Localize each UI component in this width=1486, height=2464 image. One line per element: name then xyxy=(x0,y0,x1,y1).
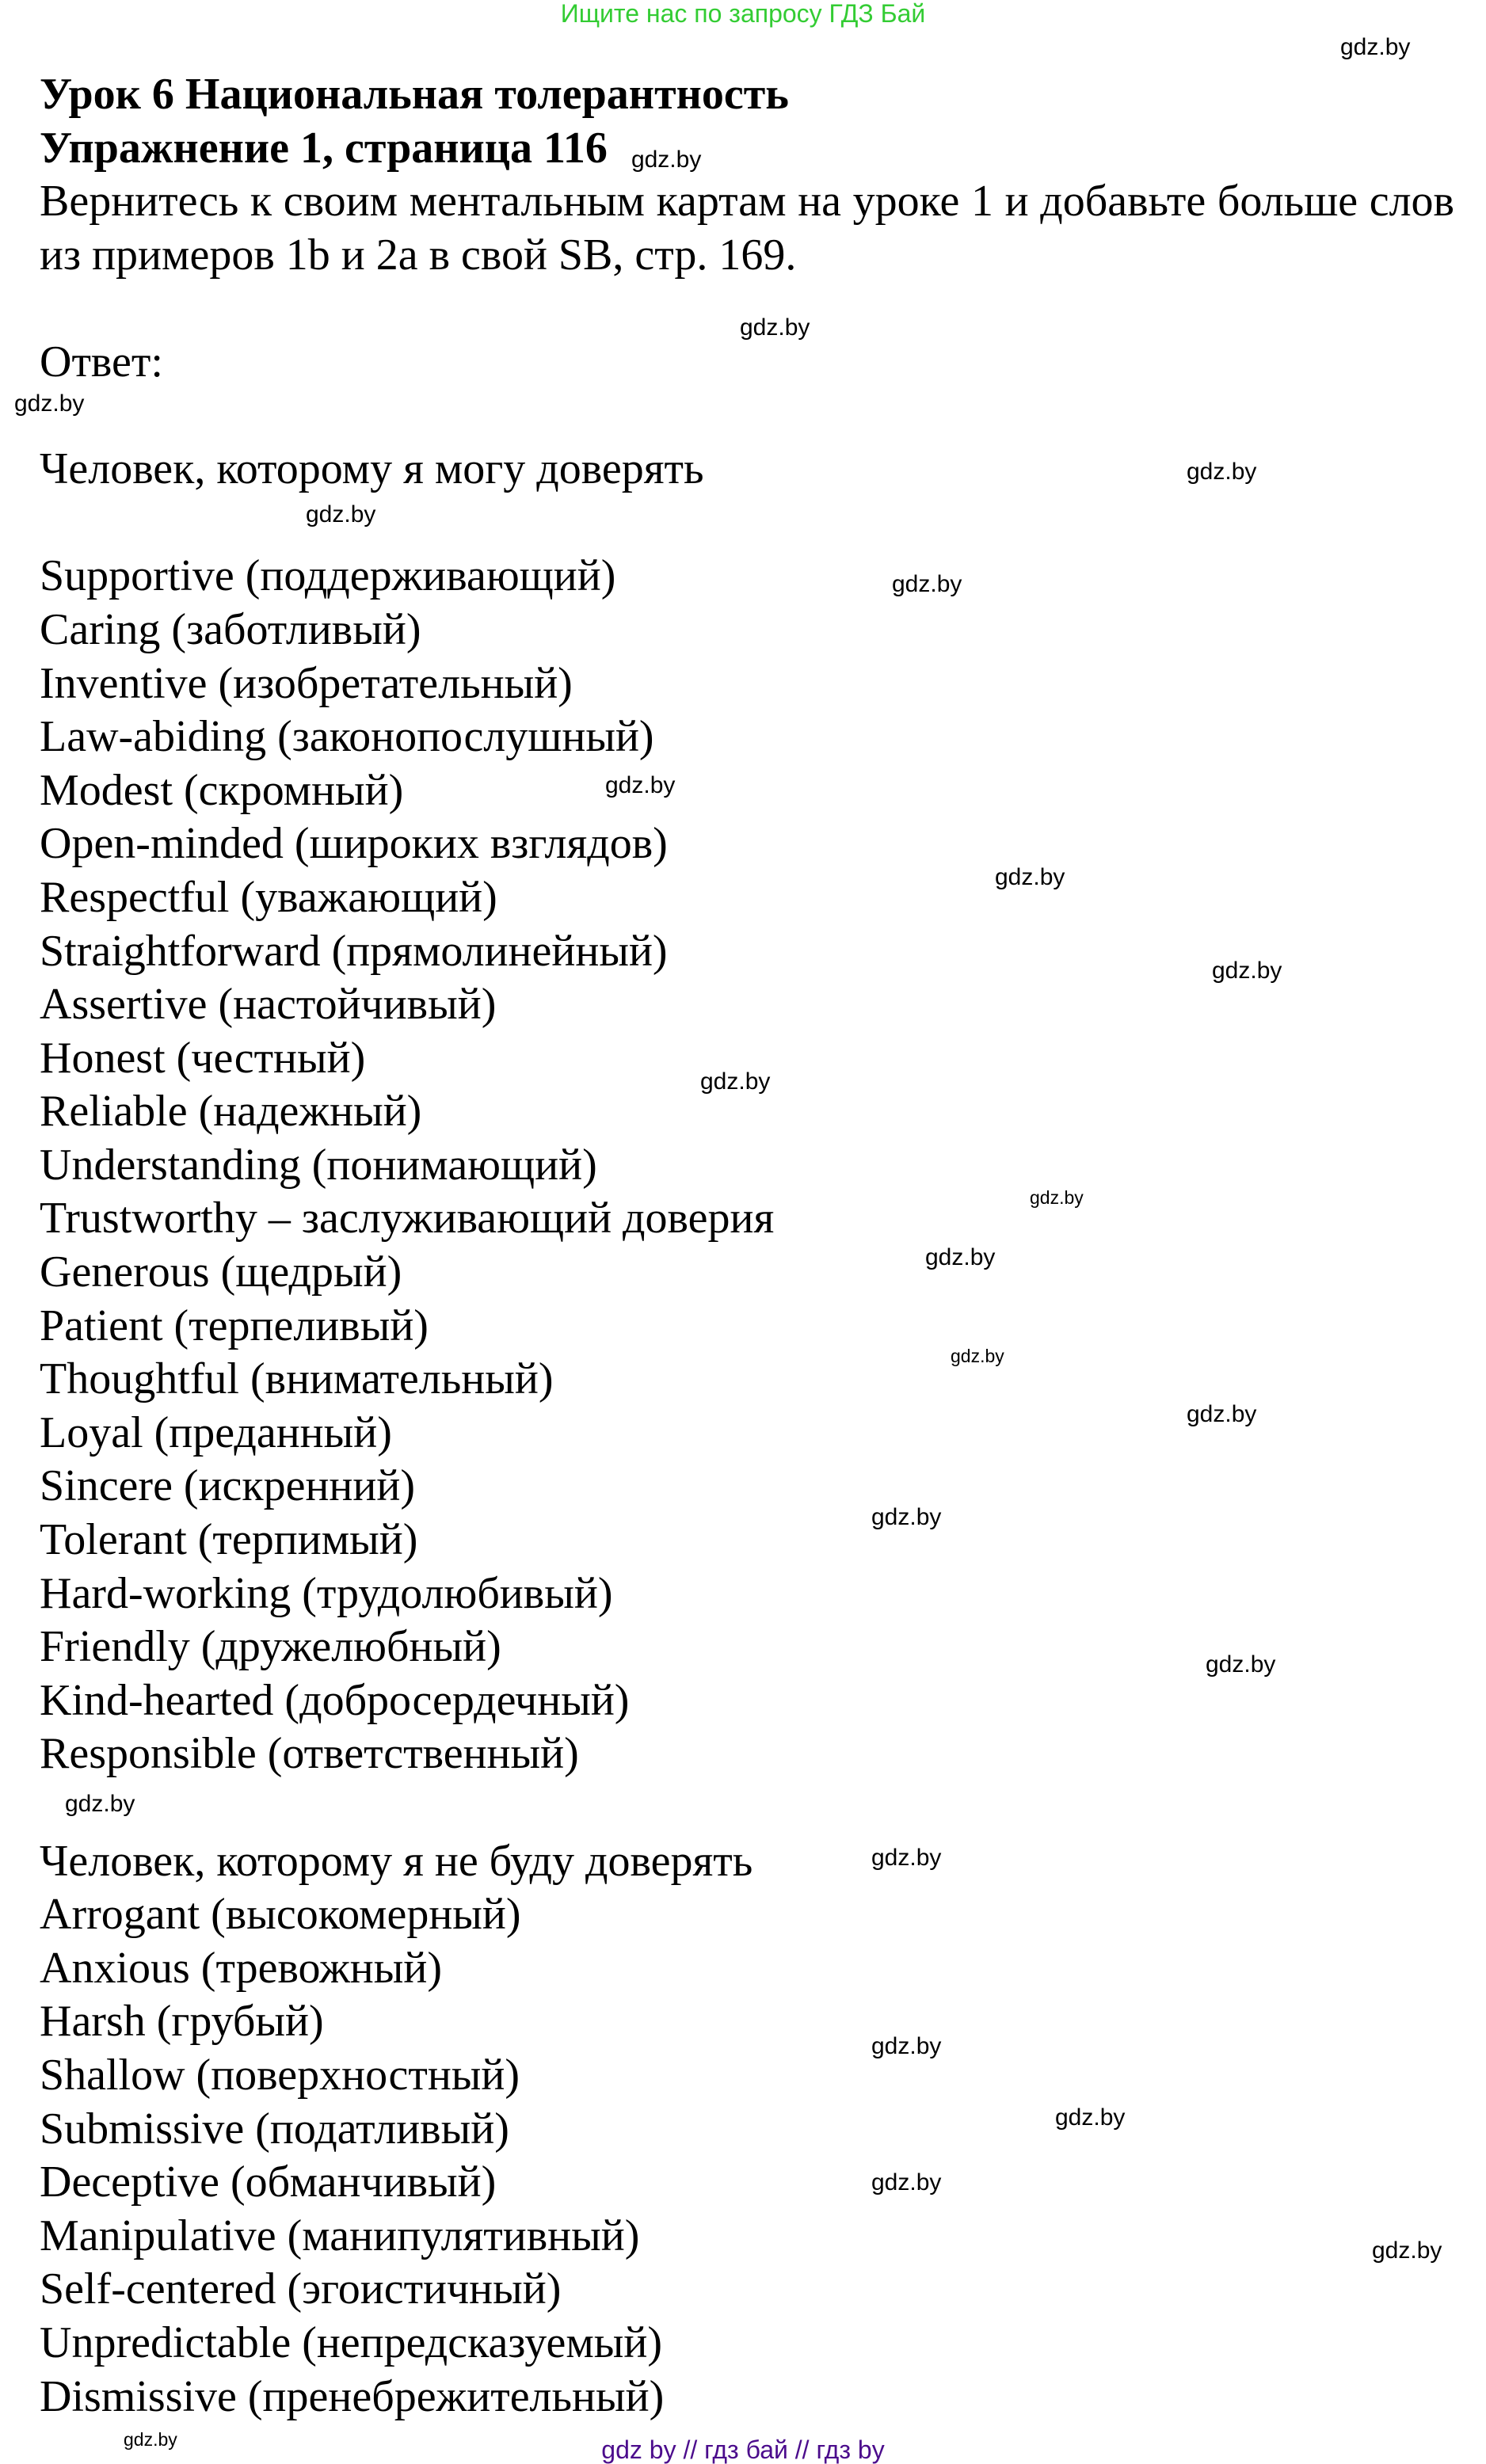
watermark: gdz.by xyxy=(740,314,810,341)
watermark: gdz.by xyxy=(306,501,376,527)
footer-links[interactable]: gdz by // гдз бай // гдз by xyxy=(601,2435,885,2464)
word-item: Honest (честный) xyxy=(40,1033,366,1083)
word-item: Hard-working (трудолюбивый) xyxy=(40,1568,613,1618)
word-item: Open-minded (широких взглядов) xyxy=(40,819,668,869)
word-item: Understanding (понимающий) xyxy=(40,1140,597,1190)
trust-list xyxy=(40,550,1454,1781)
watermark: gdz.by xyxy=(871,2033,942,2059)
word-item: Caring (заботливый) xyxy=(40,604,421,654)
distrust-heading: Человек, которому я не буду доверять xyxy=(40,1836,753,1886)
exercise-heading xyxy=(40,122,701,176)
word-item: Straightforward (прямолинейный) xyxy=(40,926,668,976)
word-item: Dismissive (пренебрежительный) xyxy=(40,2371,665,2421)
watermark: gdz.by xyxy=(1187,1401,1257,1427)
watermark: gdz.by xyxy=(871,1845,942,1871)
watermark: gdz.by xyxy=(871,2169,942,2196)
trust-heading: Человек, которому я могу доверять xyxy=(40,444,704,494)
watermark: gdz.by xyxy=(65,1791,135,1817)
word-item: Responsible (ответственный) xyxy=(40,1729,579,1779)
word-item: Unpredictable (непредсказуемый) xyxy=(40,2317,663,2367)
watermark: gdz.by xyxy=(124,2429,177,2450)
watermark: gdz.by xyxy=(1055,2104,1126,2131)
word-item: Loyal (преданный) xyxy=(40,1407,392,1457)
exercise-title: Упражнение 1, страница 116 xyxy=(40,123,608,173)
answer-label: Ответ: xyxy=(40,337,163,387)
watermark: gdz.by xyxy=(700,1068,771,1095)
distrust-list xyxy=(40,1888,1454,2424)
word-item: Sincere (искренний) xyxy=(40,1461,415,1511)
watermark: gdz.by xyxy=(1372,2237,1442,2264)
search-banner-link[interactable]: Ищите нас по запросу ГДЗ Бай xyxy=(560,0,926,28)
answer-document xyxy=(40,68,1454,2424)
watermark: gdz.by xyxy=(605,772,676,798)
word-item: Generous (щедрый) xyxy=(40,1247,402,1297)
word-item: Harsh (грубый) xyxy=(40,1997,324,2047)
word-item: Modest (скромный) xyxy=(40,765,404,815)
word-item: Anxious (тревожный) xyxy=(40,1943,443,1993)
word-item: Trustworthy – заслуживающий доверия xyxy=(40,1194,775,1243)
watermark: gdz.by xyxy=(1340,34,1411,60)
watermark: gdz.by xyxy=(871,1504,942,1530)
word-item: Arrogant (высокомерный) xyxy=(40,1890,521,1940)
word-item: Self-centered (эгоистичный) xyxy=(40,2264,562,2314)
watermark: gdz.by xyxy=(925,1244,996,1270)
watermark: gdz.by xyxy=(995,864,1065,890)
word-item: Thoughtful (внимательный) xyxy=(40,1354,554,1404)
watermark: gdz.by xyxy=(1030,1187,1084,1208)
watermark: gdz.by xyxy=(951,1346,1004,1366)
word-item: Submissive (податливый) xyxy=(40,2104,509,2154)
word-item: Shallow (поверхностный) xyxy=(40,2050,520,2100)
lesson-title: Урок 6 Национальная толерантность xyxy=(40,70,789,119)
word-item: Law-abiding (законопослушный) xyxy=(40,712,654,762)
task-text: Вернитесь к своим ментальным картам на уроке 1 и добавьте больше слов из примеров 1b и 2a в свой SB, стр. 169. xyxy=(40,177,1454,280)
watermark: gdz.by xyxy=(892,571,962,597)
watermark: gdz.by xyxy=(1206,1651,1276,1678)
word-item: Inventive (изобретательный) xyxy=(40,658,573,708)
word-item: Kind-hearted (добросердечный) xyxy=(40,1675,630,1725)
watermark: gdz.by xyxy=(1187,459,1257,485)
word-item: Manipulative (манипулятивный) xyxy=(40,2211,640,2260)
word-item: Reliable (надежный) xyxy=(40,1087,422,1137)
word-item: Respectful (уважающий) xyxy=(40,872,497,922)
word-item: Deceptive (обманчивый) xyxy=(40,2157,497,2207)
watermark: gdz.by xyxy=(1212,958,1282,984)
word-item: Friendly (дружелюбный) xyxy=(40,1622,501,1672)
word-item: Assertive (настойчивый) xyxy=(40,980,497,1030)
word-item: Tolerant (терпимый) xyxy=(40,1515,418,1565)
watermark: gdz.by xyxy=(631,146,702,173)
word-item: Supportive (поддерживающий) xyxy=(40,551,616,601)
watermark: gdz.by xyxy=(14,390,85,417)
word-item: Patient (терпеливый) xyxy=(40,1301,429,1350)
